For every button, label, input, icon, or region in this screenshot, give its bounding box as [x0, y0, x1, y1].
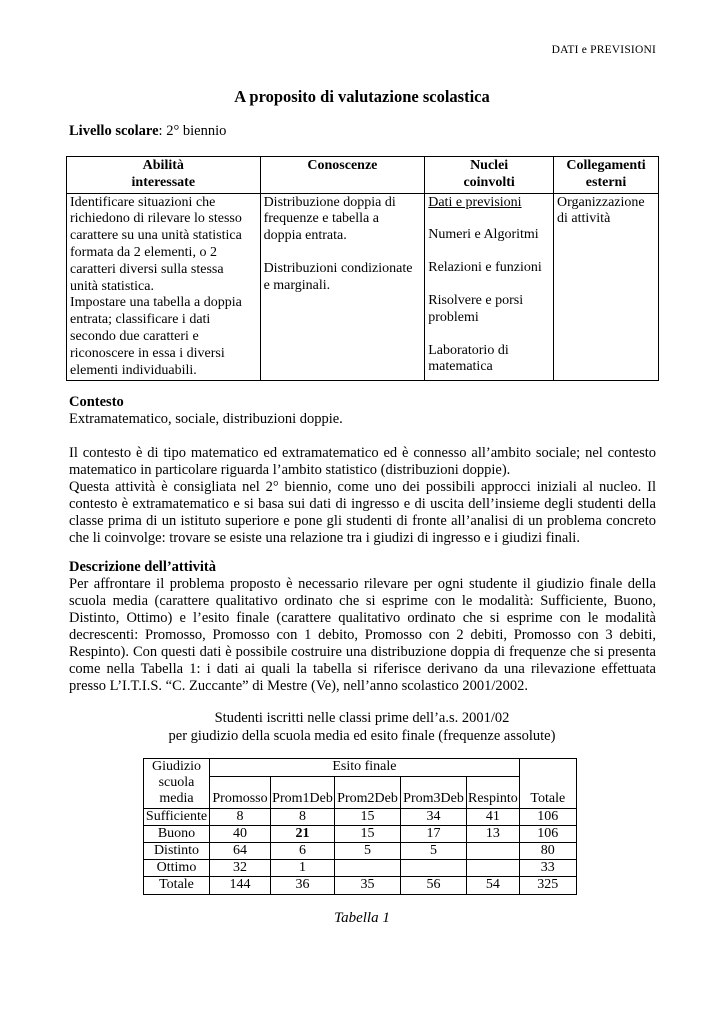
overview-header-row [67, 157, 659, 194]
header-line: interessate [131, 174, 196, 190]
abilita-line: elementi individuabili. [70, 362, 197, 378]
row-total: 33 [519, 860, 576, 877]
contesto-subtitle: Extramatematico, sociale, distribuzioni doppie. [69, 411, 343, 427]
table-cell: 17 [401, 825, 467, 842]
table-cell: 56 [401, 877, 467, 894]
freq-header-row-1 [144, 759, 577, 777]
cell-nuclei [425, 193, 554, 381]
level-line [69, 123, 226, 140]
cell-conoscenze [260, 193, 425, 381]
header-line: Abilità [142, 158, 184, 173]
row-header-line: media [159, 791, 194, 807]
table-row [144, 825, 577, 842]
table-row [144, 860, 577, 877]
row-total: 106 [519, 825, 576, 842]
page-title: A proposito di valutazione scolastica [234, 87, 490, 106]
conoscenze-line: doppia entrata. [263, 228, 347, 244]
nucleo-laboratorio: matematica [428, 359, 493, 375]
spacer [428, 277, 550, 293]
column-header: Promosso [210, 776, 271, 808]
table-cell: 5 [335, 843, 401, 860]
header-line: coinvolti [463, 174, 515, 190]
table-cell: 32 [210, 860, 271, 877]
table-row-total [144, 877, 577, 894]
spacer [69, 428, 656, 445]
abilita-line: richiedono di rilevare lo stesso [70, 211, 242, 227]
table-cell: 36 [271, 877, 335, 894]
abilita-line: secondo due caratteri e [70, 328, 199, 344]
table-cell-highlighted: 21 [271, 825, 335, 842]
table-cell [401, 860, 467, 877]
table-cell: 144 [210, 877, 271, 894]
header-nuclei [425, 157, 554, 194]
spacer [428, 327, 550, 343]
cell-abilita [67, 193, 261, 381]
nucleo-risolvere-problemi: Risolvere e porsi [428, 292, 524, 308]
contesto-heading: Contesto [69, 394, 124, 410]
table-cell: 15 [335, 825, 401, 842]
abilita-line: unità statistica. [70, 278, 154, 294]
table-cell: 8 [271, 808, 335, 825]
frequency-table [143, 758, 577, 895]
contesto-paragraph-1: Il contesto è di tipo matematico ed extramatematico ed è connesso all’ambito sociale; nel contesto matematico in particolare riguarda l’ambito statistico (distribuzioni doppie). [69, 445, 656, 478]
contesto-section [69, 394, 656, 547]
table-cell: 35 [335, 877, 401, 894]
table-cell: 15 [335, 808, 401, 825]
table-cell: 54 [467, 877, 520, 894]
row-label: Totale [144, 877, 210, 894]
header-line: Collegamenti [566, 158, 646, 173]
row-label: Sufficiente [144, 808, 210, 825]
column-header: Respinto [467, 776, 520, 808]
table-title [0, 709, 724, 745]
table-row [144, 808, 577, 825]
header-abilita [67, 157, 261, 194]
row-total: 106 [519, 808, 576, 825]
conoscenze-line: Distribuzioni condizionate [263, 260, 413, 276]
table-cell: 40 [210, 825, 271, 842]
table-cell: 34 [401, 808, 467, 825]
group-header-esito: Esito finale [210, 759, 520, 777]
descrizione-paragraph: Per affrontare il problema proposto è necessario rilevare per ogni studente il giudizio finale della scuola media (carattere qualitativo ordinato che si esprime con le modalità: Sufficiente, Buono, Distinto, Ottimo) e l’esito finale (carattere qualitativo ordinato che si esprime con le modalità decrescenti: Promosso, Promosso con 1 debito, Promosso con 2 debiti, Promosso con 3 debiti, Respinto). Con questi dati è possibile costruire una distribuzione doppia di frequenze che si presenta come nella Tabella 1: i dati ai quali la tabella si riferisce derivano da una rilevazione effettuata presso L’I.T.I.S. “C. Zuccante” di Mestre (Ve), nell’anno scolastico 2001/2002. [69, 576, 656, 694]
spacer [428, 244, 550, 260]
nucleo-dati-previsioni: Dati e previsioni [428, 194, 522, 210]
table-cell: 1 [271, 860, 335, 877]
total-column-header: Totale [519, 759, 576, 809]
spacer [428, 211, 550, 227]
abilita-line: Impostare una tabella a doppia [70, 295, 242, 311]
running-header: DATI e PREVISIONI [551, 44, 656, 56]
abilita-line: Identificare situazioni che [70, 194, 216, 210]
table-cell: 6 [271, 843, 335, 860]
column-header: Prom3Deb [401, 776, 467, 808]
conoscenze-line: Distribuzione doppia di [263, 194, 396, 210]
overview-body-row [67, 193, 659, 381]
conoscenze-line: e marginali. [263, 277, 331, 293]
table-cell: 13 [467, 825, 520, 842]
table-cell: 64 [210, 843, 271, 860]
spacer [264, 245, 422, 261]
row-header-cell [144, 759, 210, 809]
overview-table [66, 156, 659, 381]
level-separator: : [158, 123, 167, 139]
table-title-line-2: per giudizio della scuola media ed esito finale (frequenze assolute) [168, 728, 556, 744]
cell-collegamenti [554, 193, 659, 381]
abilita-line: caratteri diversi sulla stessa [70, 261, 224, 277]
column-header: Prom2Deb [335, 776, 401, 808]
header-line: esterni [585, 174, 627, 190]
row-header-line: scuola [158, 775, 195, 791]
grand-total: 325 [519, 877, 576, 894]
nucleo-risolvere-problemi: problemi [428, 309, 479, 325]
conoscenze-line: frequenze e tabella a [263, 211, 379, 227]
header-collegamenti [554, 157, 659, 194]
row-header-line: Giudizio [152, 759, 201, 774]
row-label: Buono [144, 825, 210, 842]
table-cell [467, 860, 520, 877]
descrizione-section [69, 559, 656, 695]
header-line: Nuclei [470, 158, 509, 173]
row-label: Distinto [144, 843, 210, 860]
abilita-line: carattere su una unità statistica [70, 228, 242, 244]
nucleo-laboratorio: Laboratorio di [428, 342, 509, 358]
table-cell: 8 [210, 808, 271, 825]
header-line: Conoscenze [307, 158, 378, 173]
column-header: Prom1Deb [271, 776, 335, 808]
level-label: Livello scolare [69, 123, 159, 139]
table-row [144, 843, 577, 860]
level-value: 2° biennio [166, 123, 227, 139]
descrizione-heading: Descrizione dell’attività [69, 559, 216, 575]
abilita-line: entrata; classificare i dati [70, 312, 211, 328]
abilita-line: riconoscere in essa i diversi [70, 345, 225, 361]
table-caption: Tabella 1 [334, 910, 390, 926]
nucleo-relazioni-funzioni: Relazioni e funzioni [428, 260, 542, 276]
nucleo-numeri-algoritmi: Numeri e Algoritmi [428, 227, 539, 243]
table-cell: 41 [467, 808, 520, 825]
row-total: 80 [519, 843, 576, 860]
table-cell: 5 [401, 843, 467, 860]
header-conoscenze [260, 157, 425, 194]
abilita-line: formata da 2 elementi, o 2 [70, 244, 217, 260]
contesto-paragraph-2: Questa attività è consigliata nel 2° biennio, come uno dei possibili approcci iniziali al nucleo. Il contesto è extramatematico e si basa sui dati di ingresso e di uscita dell’insieme degli studenti della classe prima di un istituto superiore e pone gli studenti di fronte all’analisi di un problema concreto che li coinvolge: trovare se esiste una relazione tra i giudizi di ingresso e i giudizi finali. [69, 479, 656, 546]
row-label: Ottimo [144, 860, 210, 877]
table-title-line-1: Studenti iscritti nelle classi prime dell’a.s. 2001/02 [214, 710, 510, 726]
table-cell [335, 860, 401, 877]
collegamenti-line: di attività [557, 211, 611, 227]
table-cell [467, 843, 520, 860]
collegamenti-line: Organizzazione [557, 194, 645, 210]
